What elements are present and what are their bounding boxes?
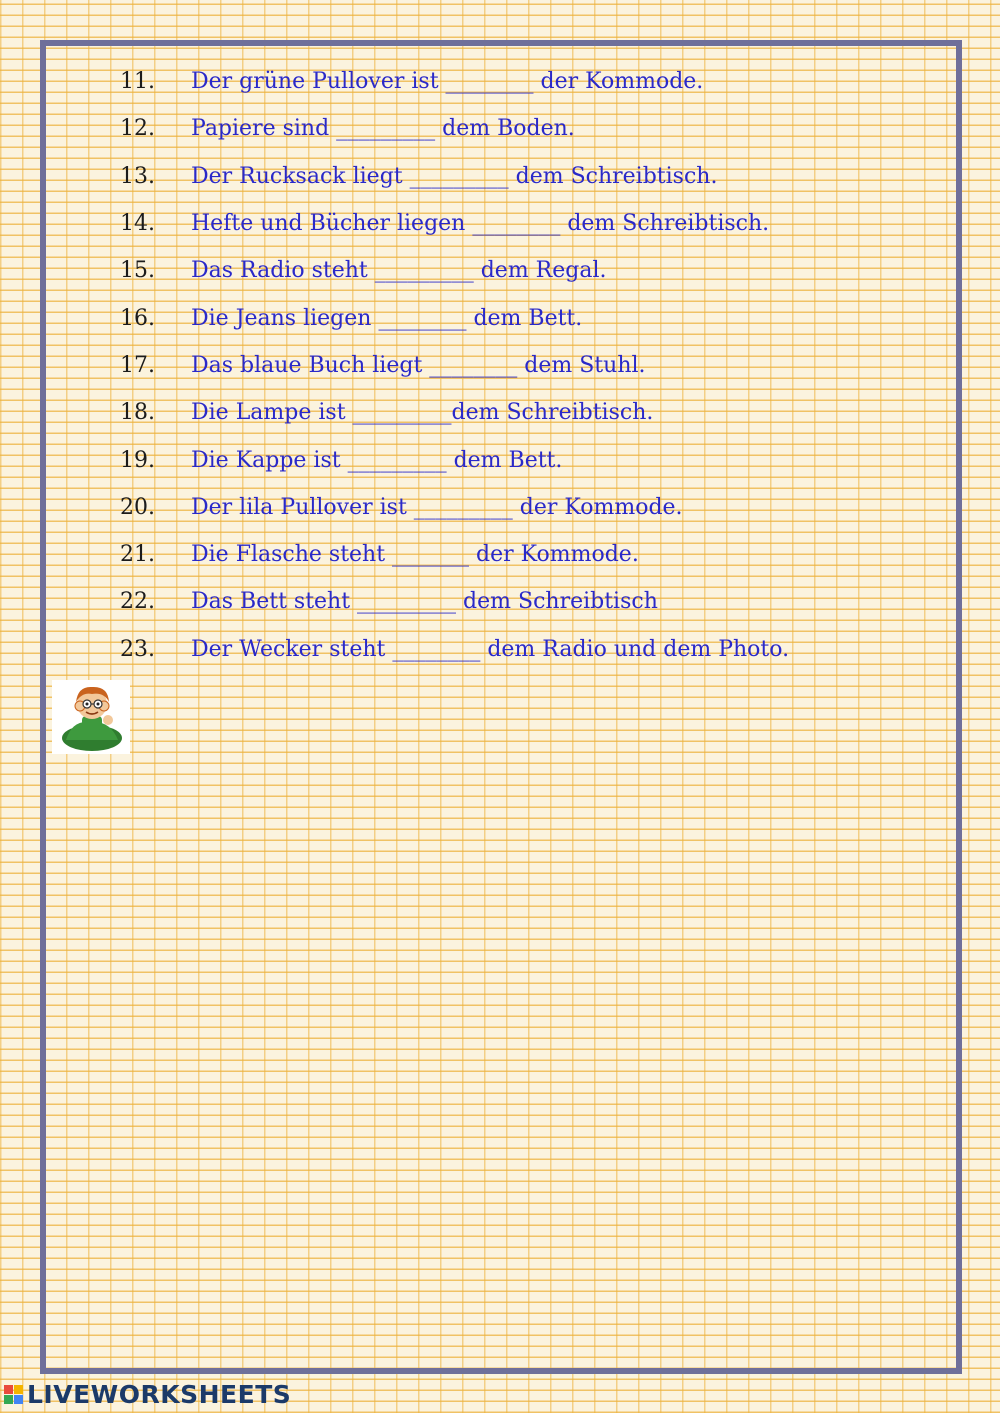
exercise-row (120, 58, 940, 105)
exercise-number: 19. (120, 447, 155, 473)
exercise-sentence: Das Radio steht _________ dem Regal. (191, 258, 607, 284)
exercise-row (120, 626, 940, 673)
exercise-row (120, 436, 940, 483)
exercise-sentence: Die Kappe ist _________ dem Bett. (191, 447, 563, 473)
exercise-number: 20. (120, 494, 155, 520)
exercise-row (120, 153, 940, 200)
exercise-row (120, 105, 940, 152)
exercise-sentence: Der Wecker steht ________ dem Radio und dem Photo. (191, 636, 790, 662)
exercise-number: 13. (120, 163, 155, 189)
exercise-number: 17. (120, 352, 155, 378)
cartoon-boy-icon (52, 680, 130, 754)
exercise-row (120, 389, 940, 436)
exercise-sentence: Der grüne Pullover ist ________ der Kommode. (191, 69, 704, 95)
exercise-sentence: Die Lampe ist _________dem Schreibtisch. (191, 400, 654, 426)
exercise-number: 11. (120, 69, 155, 95)
footer-logo[interactable] (4, 1376, 291, 1412)
exercise-number: 21. (120, 542, 155, 568)
exercise-row (120, 531, 940, 578)
exercise-row (120, 247, 940, 294)
exercise-number: 16. (120, 305, 155, 331)
exercise-sentence: Das blaue Buch liegt ________ dem Stuhl. (191, 352, 646, 378)
exercise-list (120, 58, 940, 673)
brand-name: LIVEWORKSHEETS (27, 1379, 292, 1409)
exercise-row (120, 200, 940, 247)
exercise-number: 18. (120, 400, 155, 426)
exercise-number: 23. (120, 636, 155, 662)
liveworksheets-logo-icon (4, 1385, 23, 1404)
exercise-sentence: Der lila Pullover ist _________ der Kommode. (191, 494, 683, 520)
exercise-sentence: Hefte und Bücher liegen ________ dem Schreibtisch. (191, 211, 770, 237)
exercise-sentence: Papiere sind _________ dem Boden. (191, 116, 575, 142)
exercise-row (120, 578, 940, 625)
exercise-number: 14. (120, 211, 155, 237)
exercise-number: 22. (120, 589, 155, 615)
exercise-row (120, 484, 940, 531)
exercise-sentence: Der Rucksack liegt _________ dem Schreibtisch. (191, 163, 718, 189)
exercise-sentence: Die Jeans liegen ________ dem Bett. (191, 305, 583, 331)
exercise-sentence: Das Bett steht _________ dem Schreibtisch (191, 589, 658, 615)
exercise-row (120, 294, 940, 341)
exercise-number: 15. (120, 258, 155, 284)
exercise-row (120, 342, 940, 389)
exercise-sentence: Die Flasche steht _______ der Kommode. (191, 542, 639, 568)
exercise-number: 12. (120, 116, 155, 142)
